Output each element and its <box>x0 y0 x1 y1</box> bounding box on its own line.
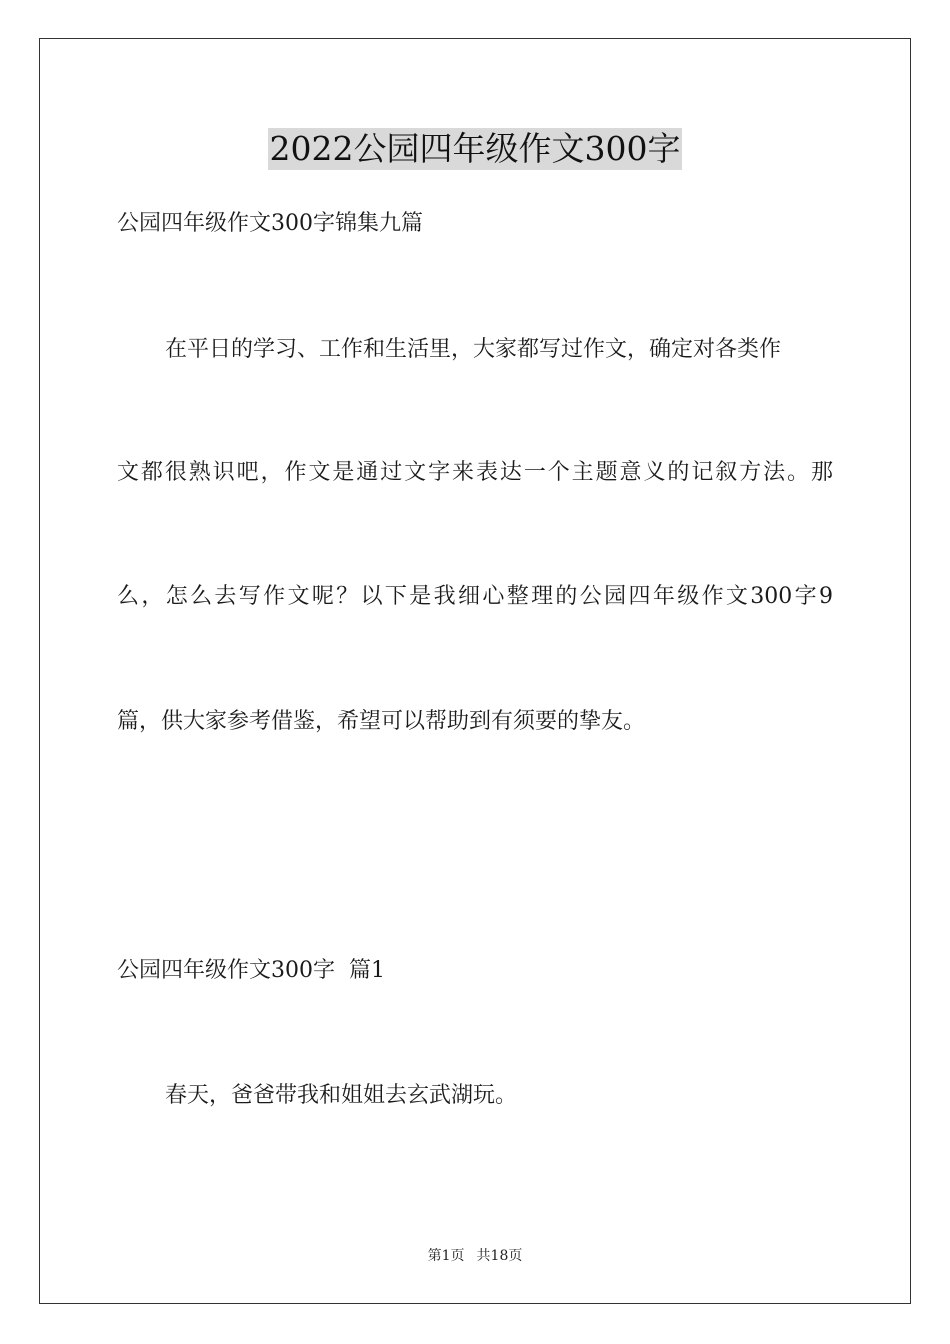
document-title: 2022公园四年级作文300字 <box>269 129 681 168</box>
document-subtitle: 公园四年级作文300字锦集九篇 <box>117 211 423 236</box>
intro-paragraph-line-1: 在平日的学习、工作和生活里，大家都写过作文，确定对各类作 <box>165 337 782 362</box>
section-paragraph-line-1: 春天，爸爸带我和姐姐去玄武湖玩。 <box>165 1083 518 1108</box>
page-number-total: 共18页 <box>476 1248 523 1264</box>
title-container <box>0 128 950 170</box>
intro-paragraph-line-3: 么，怎么去写作文呢？以下是我细心整理的公园四年级作文300字9 <box>117 584 833 609</box>
page-footer <box>0 1246 950 1266</box>
page-number-current: 第1页 <box>427 1248 465 1264</box>
intro-paragraph-line-2: 文都很熟识吧，作文是通过文字来表达一个主题意义的记叙方法。那 <box>117 460 833 485</box>
section-heading: 公园四年级作文300字 篇1 <box>117 958 385 983</box>
intro-paragraph-line-4: 篇，供大家参考借鉴，希望可以帮助到有须要的挚友。 <box>117 709 646 734</box>
